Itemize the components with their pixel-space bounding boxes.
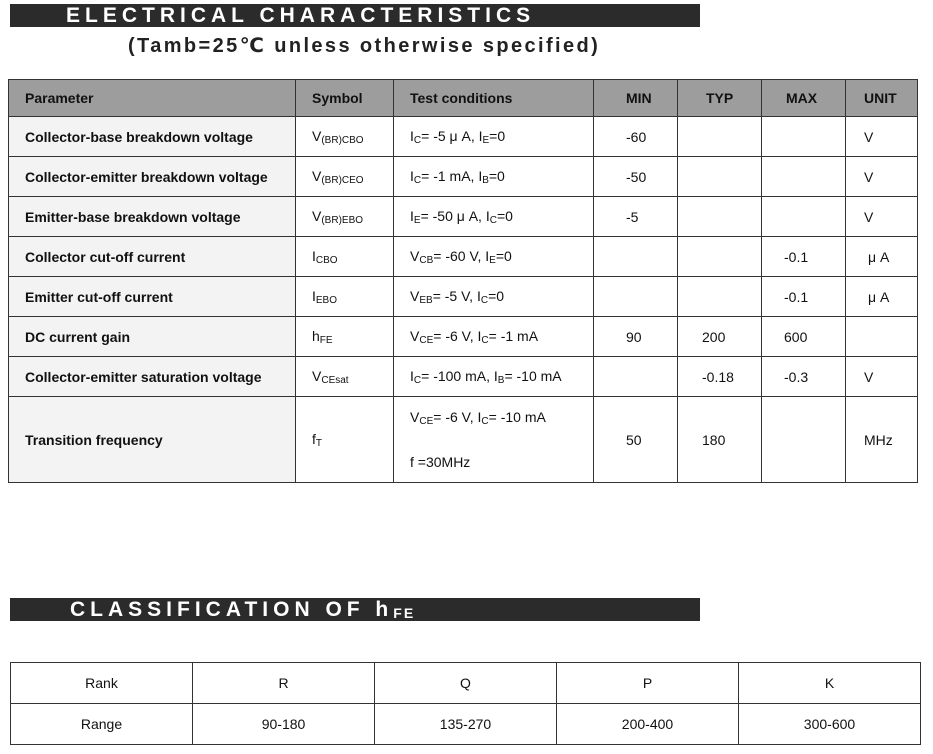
condition-var: I	[485, 247, 490, 264]
electrical-characteristics-table	[8, 79, 918, 483]
col-header-unit: UNIT	[846, 80, 918, 117]
symbol-main: V	[312, 167, 322, 184]
typ-cell	[678, 277, 762, 317]
condition-line	[410, 288, 593, 306]
condition-var: V	[410, 287, 420, 304]
condition-subscript: C	[413, 374, 422, 386]
condition-var: I	[485, 207, 490, 224]
symbol-subscript: CEsat	[321, 374, 349, 386]
condition-subscript: C	[413, 134, 422, 146]
classification-title-text: CLASSIFICATION OF h	[70, 597, 394, 621]
col-header-test-conditions: Test conditions	[394, 80, 594, 117]
range-cell: 90-180	[193, 704, 375, 745]
test-conditions-cell	[394, 237, 594, 277]
symbol-cell	[296, 357, 394, 397]
test-conditions-cell	[394, 197, 594, 237]
condition-value: = -5 μ A,	[421, 127, 479, 144]
parameter-cell: Collector cut-off current	[9, 237, 296, 277]
unit-cell: V	[846, 157, 918, 197]
condition-subscript: E	[482, 134, 490, 146]
unit-cell: V	[846, 357, 918, 397]
condition-subscript: CE	[419, 334, 434, 346]
range-cell: 135-270	[375, 704, 557, 745]
condition-value: =0	[488, 287, 505, 304]
table-row	[9, 397, 918, 483]
test-conditions-cell	[394, 117, 594, 157]
min-cell	[594, 277, 678, 317]
condition-line	[410, 168, 593, 186]
range-row	[11, 704, 921, 745]
symbol-main: V	[312, 127, 322, 144]
classification-title-sub: FE	[393, 604, 416, 621]
typ-cell	[678, 197, 762, 237]
condition-line	[410, 248, 593, 266]
condition-subscript: C	[481, 334, 489, 346]
condition-var: I	[478, 127, 483, 144]
table-row	[9, 237, 918, 277]
condition-value: = -1 mA,	[421, 167, 479, 184]
col-header-max: MAX	[762, 80, 846, 117]
electrical-title-text: ELECTRICAL CHARACTERISTICS	[66, 3, 536, 27]
rank-cell: R	[193, 663, 375, 704]
condition-value: = -1 mA	[488, 327, 539, 344]
symbol-subscript: EBO	[315, 294, 338, 306]
condition-line: f =30MHz	[410, 454, 471, 470]
condition-subscript: CB	[419, 254, 434, 266]
max-cell: 600	[762, 317, 846, 357]
condition-value: =0	[489, 127, 506, 144]
symbol-cell	[296, 397, 394, 483]
max-cell	[762, 197, 846, 237]
parameter-cell: Emitter-base breakdown voltage	[9, 197, 296, 237]
symbol-cell	[296, 317, 394, 357]
parameter-cell: DC current gain	[9, 317, 296, 357]
unit-cell: μ A	[846, 237, 918, 277]
condition-var: I	[476, 287, 481, 304]
condition-subscript: E	[413, 214, 421, 226]
condition-var: V	[410, 409, 420, 425]
symbol-subscript: (BR)EBO	[321, 214, 364, 226]
condition-line	[410, 328, 593, 346]
condition-value: =0	[495, 247, 512, 264]
parameter-cell: Transition frequency	[9, 397, 296, 483]
rank-cell: K	[739, 663, 921, 704]
min-cell: 50	[594, 397, 678, 483]
condition-value: = -100 mA,	[421, 367, 494, 384]
symbol-subscript: (BR)CEO	[321, 174, 364, 186]
hfe-classification-table	[10, 662, 921, 745]
symbol-subscript: CBO	[315, 254, 338, 266]
table-row	[9, 317, 918, 357]
condition-subscript: CE	[419, 416, 434, 427]
condition-value: = -60 V,	[433, 247, 486, 264]
symbol-cell	[296, 117, 394, 157]
condition-var: I	[477, 327, 482, 344]
condition-var: I	[493, 367, 498, 384]
parameter-cell: Emitter cut-off current	[9, 277, 296, 317]
typ-cell: -0.18	[678, 357, 762, 397]
condition-line	[410, 208, 593, 226]
test-conditions-cell	[394, 357, 594, 397]
symbol-subscript: T	[315, 437, 322, 449]
range-label: Range	[11, 704, 193, 745]
test-conditions-cell	[394, 397, 594, 483]
condition-var: I	[410, 127, 414, 144]
symbol-main: I	[312, 247, 316, 264]
unit-cell: μ A	[846, 277, 918, 317]
max-cell: -0.3	[762, 357, 846, 397]
table-row	[9, 277, 918, 317]
condition-subscript: C	[413, 174, 422, 186]
condition-value: =0	[496, 207, 513, 224]
test-conditions-cell	[394, 157, 594, 197]
condition-var: I	[410, 367, 414, 384]
min-cell: -60	[594, 117, 678, 157]
max-cell	[762, 117, 846, 157]
condition-var: I	[477, 409, 482, 425]
condition-value: = -10 mA	[488, 409, 546, 425]
max-cell: -0.1	[762, 277, 846, 317]
unit-cell: V	[846, 117, 918, 157]
max-cell	[762, 397, 846, 483]
typ-cell	[678, 117, 762, 157]
table-row	[9, 357, 918, 397]
symbol-main: f	[312, 430, 316, 447]
typ-cell	[678, 237, 762, 277]
section-title-electrical	[10, 4, 700, 27]
rank-row	[11, 663, 921, 704]
col-header-typ: TYP	[678, 80, 762, 117]
condition-line	[410, 128, 593, 146]
condition-subscript: C	[489, 214, 497, 226]
symbol-cell	[296, 277, 394, 317]
unit-cell: MHz	[846, 397, 918, 483]
parameter-cell: Collector-emitter saturation voltage	[9, 357, 296, 397]
condition-var: I	[410, 167, 414, 184]
range-cell: 300-600	[739, 704, 921, 745]
parameter-cell: Collector-emitter breakdown voltage	[9, 157, 296, 197]
condition-var: I	[478, 167, 483, 184]
condition-value: = -6 V,	[433, 327, 478, 344]
unit-cell	[846, 317, 918, 357]
condition-subscript: E	[489, 254, 496, 266]
min-cell: -50	[594, 157, 678, 197]
condition-subscript: EB	[419, 294, 433, 306]
condition-line	[410, 368, 593, 386]
col-header-parameter: Parameter	[9, 80, 296, 117]
rank-cell: Q	[375, 663, 557, 704]
condition-value: = -6 V,	[433, 409, 478, 425]
min-cell: -5	[594, 197, 678, 237]
condition-var: I	[410, 207, 414, 224]
section-title-classification	[10, 598, 700, 621]
typ-cell: 200	[678, 317, 762, 357]
symbol-main: h	[312, 327, 320, 344]
symbol-cell	[296, 237, 394, 277]
min-cell: 90	[594, 317, 678, 357]
condition-var: V	[410, 327, 420, 344]
max-cell	[762, 157, 846, 197]
range-cell: 200-400	[557, 704, 739, 745]
conditions-subtitle: (Tamb=25℃ unless otherwise specified)	[128, 35, 601, 57]
unit-cell: V	[846, 197, 918, 237]
table-row	[9, 157, 918, 197]
test-conditions-cell	[394, 277, 594, 317]
rank-cell: P	[557, 663, 739, 704]
rank-label: Rank	[11, 663, 193, 704]
typ-cell	[678, 157, 762, 197]
test-conditions-cell	[394, 317, 594, 357]
min-cell	[594, 237, 678, 277]
parameter-cell: Collector-base breakdown voltage	[9, 117, 296, 157]
symbol-cell	[296, 197, 394, 237]
min-cell	[594, 357, 678, 397]
table-row	[9, 117, 918, 157]
symbol-main: V	[312, 367, 322, 384]
max-cell: -0.1	[762, 237, 846, 277]
condition-subscript: B	[497, 374, 505, 386]
condition-value: =0	[488, 167, 505, 184]
symbol-main: V	[312, 207, 322, 224]
condition-subscript: B	[482, 174, 489, 186]
symbol-cell	[296, 157, 394, 197]
symbol-main: I	[312, 287, 316, 304]
symbol-subscript: FE	[319, 334, 333, 346]
condition-subscript: C	[481, 416, 489, 427]
condition-value: = -5 V,	[432, 287, 477, 304]
col-header-symbol: Symbol	[296, 80, 394, 117]
condition-var: V	[410, 247, 420, 264]
condition-subscript: C	[480, 294, 489, 306]
typ-cell: 180	[678, 397, 762, 483]
condition-line	[410, 397, 593, 442]
symbol-subscript: (BR)CBO	[321, 134, 364, 146]
table-row	[9, 197, 918, 237]
condition-value: = -50 μ A,	[420, 207, 486, 224]
condition-value: = -10 mA	[504, 367, 562, 384]
col-header-min: MIN	[594, 80, 678, 117]
table-header-row	[9, 80, 918, 117]
